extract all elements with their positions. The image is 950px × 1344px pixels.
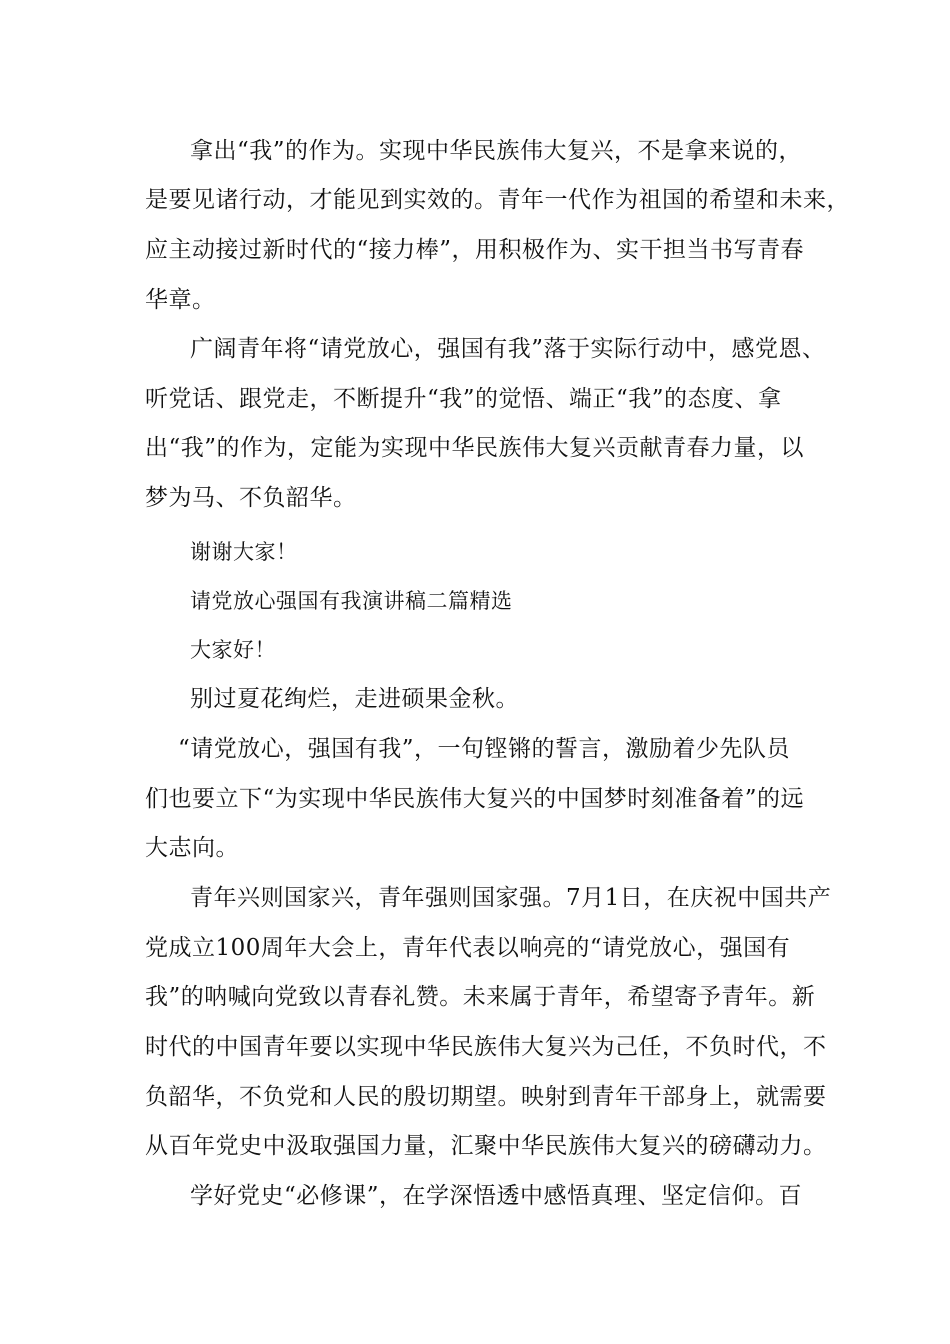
- text-line: “请党放心，强国有我”，一句铿锵的誓言，激励着少先队员: [178, 736, 791, 762]
- text-line: 我”的呐喊向党致以青春礼赞。未来属于青年，希望寄予青年。新: [145, 984, 816, 1010]
- text-line: 从百年党史中汲取强国力量，汇聚中华民族伟大复兴的磅礴动力。: [145, 1133, 827, 1159]
- text-line: 党成立100周年大会上，青年代表以响亮的“请党放心，强国有: [145, 935, 791, 961]
- text-line: 是要见诸行动，才能见到实效的。青年一代作为祖国的希望和未来，: [145, 187, 850, 213]
- text-line: 们也要立下“为实现中华民族伟大复兴的中国梦时刻准备着”的远: [145, 786, 805, 812]
- text-line: 请党放心强国有我演讲稿二篇精选: [190, 589, 513, 613]
- text-line: 听党话、跟党走，不断提升“我”的觉悟、端正“我”的态度、拿: [145, 386, 782, 412]
- text-line: 负韶华，不负党和人民的殷切期望。映射到青年干部身上，就需要: [145, 1084, 827, 1110]
- text-line: 梦为马、不负韶华。: [145, 485, 357, 511]
- text-line: 大家好！: [190, 638, 276, 662]
- text-line: 应主动接过新时代的“接力棒”，用积极作为、实干担当书写青春: [145, 237, 805, 263]
- text-line: 时代的中国青年要以实现中华民族伟大复兴为己任，不负时代，不: [145, 1034, 827, 1060]
- text-line: 别过夏花绚烂，走进硕果金秋。: [190, 686, 519, 712]
- text-line: 青年兴则国家兴，青年强则国家强。7月1日，在庆祝中国共产: [190, 885, 832, 911]
- text-line: 学好党史“必修课”，在学深悟透中感悟真理、坚定信仰。百: [190, 1183, 803, 1209]
- text-line: 出“我”的作为，定能为实现中华民族伟大复兴贡献青春力量，以: [145, 435, 805, 461]
- text-line: 华章。: [145, 287, 216, 313]
- text-line: 大志向。: [145, 835, 239, 861]
- text-line: 拿出“我”的作为。实现中华民族伟大复兴，不是拿来说的，: [190, 138, 803, 164]
- text-line: 谢谢大家！: [190, 540, 298, 564]
- text-line: 广阔青年将“请党放心，强国有我”落于实际行动中，感党恩、: [190, 336, 826, 362]
